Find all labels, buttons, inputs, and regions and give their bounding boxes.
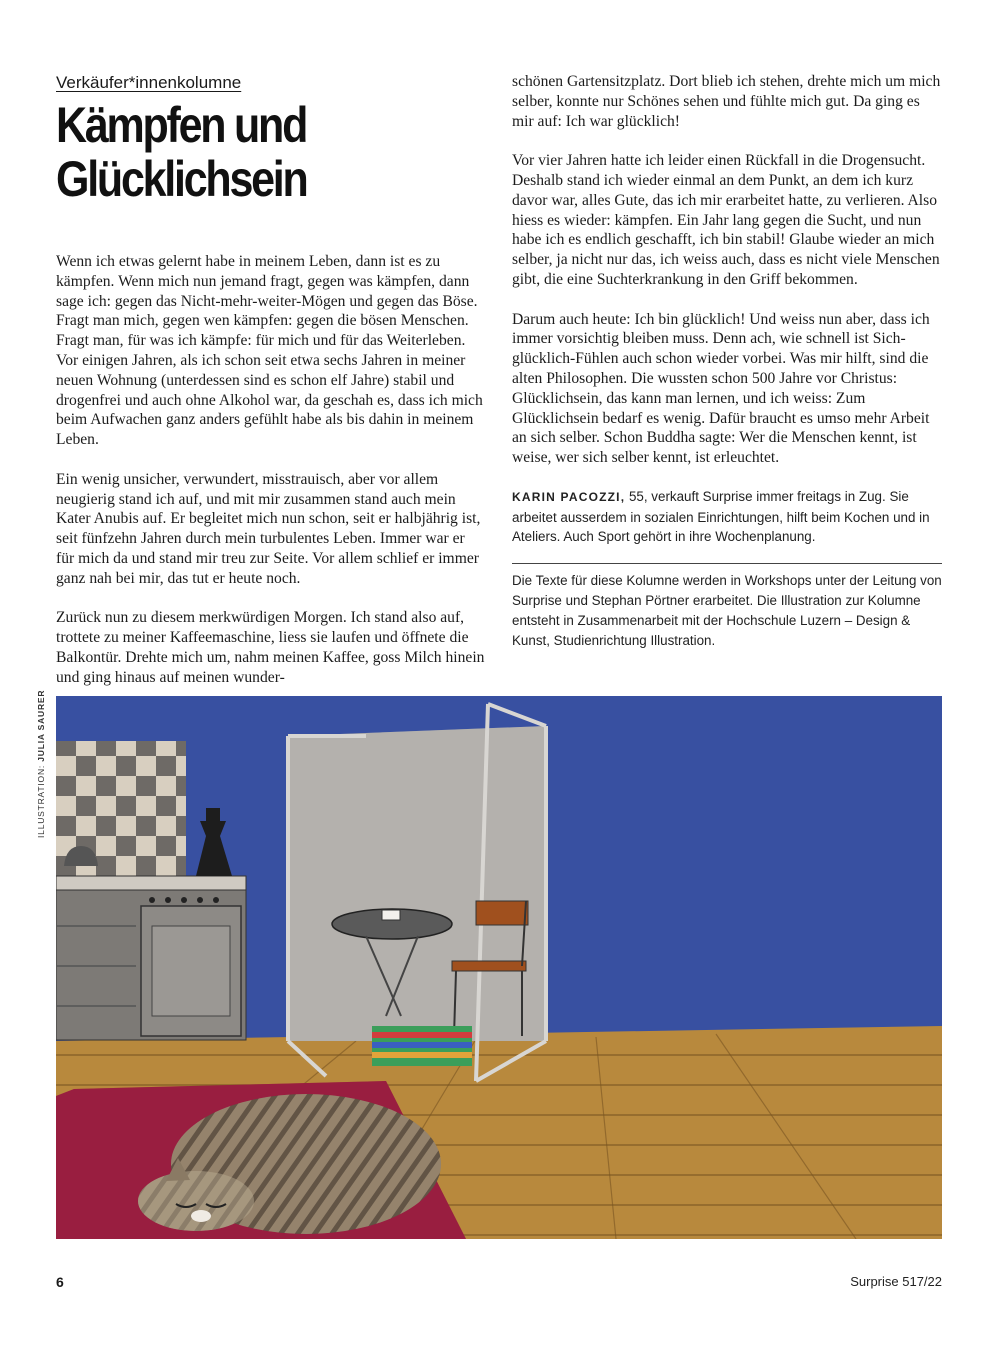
paragraph: Wenn ich etwas gelernt habe in meinem Leben, dann ist es zu kämpfen. Wenn mich nun jemand fragt, gegen was kämpfen, dann sage ich: gegen das Nicht-mehr-weiter-Mögen und gegen das Böse. Fragt man mich, gegen wen kämpfen: gegen die bösen Menschen. Fragt man, für was ich kämpfe: für mich und für das Weiterleben. Vor einigen Jahren, als ich schon seit etwa sechs Jahren in meiner neuen Wohnung (unterdessen sind es schon elf Jahre) stabil und drogenfrei und auch ohne Alkohol war, da geschah es, dass ich mich beim Aufwachen ganz anders gefühlt habe als bis dahin in meinem Leben. <box>56 253 483 449</box>
author-bio <box>512 487 942 547</box>
paragraph: Ein wenig unsicher, verwundert, misstrauisch, aber vor allem neugierig stand ich auf, und mit mir zusammen stand auch mein Kater Anubis auf. Er begleitet mich nun schon, seit er halbjährig ist, seit fünfzehn Jahren durch mein turbulentes Leben. Immer war er für mich da und stand mir treu zur Seite. Vor allem schlief er immer ganz nah bei mir, das tut er heute noch. <box>56 470 481 587</box>
right-body-text <box>512 72 942 468</box>
headline <box>56 98 486 206</box>
divider <box>512 563 942 564</box>
illustration-credit <box>36 689 50 838</box>
left-body-text <box>56 252 486 688</box>
headline-line-1: Kämpfen und <box>56 97 307 153</box>
credit-name: JULIA SAURER <box>36 689 46 762</box>
right-column <box>512 72 942 650</box>
paragraph: Zurück nun zu diesem merkwürdigen Morgen. Ich stand also auf, trottete zu meiner Kaffeemaschine, liess sie laufen und öffnete die Balkontür. Drehte mich um, nahm meinen Kaffee, goss Milch hinein und ging hinaus auf meinen wunder- <box>56 609 485 686</box>
paragraph: schönen Gartensitzplatz. Dort blieb ich stehen, drehte mich um mich selber, konnte nur Schönes sehen und fühlte mich gut. Da ging es mir auf: Ich war glücklich! <box>512 73 941 130</box>
author-name: KARIN PACOZZI, <box>512 489 626 504</box>
paragraph: Vor vier Jahren hatte ich leider einen Rückfall in die Drogensucht. Deshalb stand ich wieder einmal an dem Punkt, an dem ich kurz davor war, alles Gute, das ich mir erarbeitet hatte, zu verlieren. Also hiess es wieder: kämpfen. Ein Jahr lang gegen die Sucht, und nun habe ich es endlich geschafft, ich bin stabil! Glaube wieder an mich selber, ja nicht nur das, ich weiss auch, dass es nicht viele Menschen gibt, die eine Suchterkrankung in den Griff bekommen. <box>512 152 940 288</box>
paragraph: Darum auch heute: Ich bin glücklich! Und weiss nun aber, dass ich immer vorsichtig bleiben muss. Denn ach, wie schnell ist Sich-glücklich-Fühlen auch schon wieder vorbei. Was mir hilft, sind die alten Philosophen. Die wussten schon 500 Jahre vor Christus: Glücklichsein, das kann man lernen, und ich weiss: Zum Glücklichsein bedarf es wenig. Dafür braucht es umso mehr Arbeit an sich selber. Schon Buddha sagte: Wer die Menschen kennt, ist weise, wer sich selber kennt, ist erleuchtet. <box>512 310 930 467</box>
issue-label: Surprise 517/22 <box>850 1274 942 1289</box>
kitchen-counter <box>56 876 246 890</box>
chair-back <box>476 901 528 925</box>
left-column <box>56 72 486 707</box>
coffee-cup <box>382 910 400 920</box>
headline-line-2: Glücklichsein <box>56 151 307 207</box>
column-note: Die Texte für diese Kolumne werden in Workshops unter der Leitung von Surprise und Stephan Pörtner erarbeitet. Die Illustration zur Kolumne entsteht in Zusammenarbeit mit der Hochschule Luzern – Design & Kunst, Studienrichtung Illustration. <box>512 573 942 648</box>
illustration <box>56 696 942 1239</box>
column-rubric: Verkäufer*innenkolumne <box>56 73 242 92</box>
credit-label: ILLUSTRATION: <box>36 761 46 838</box>
doormat <box>372 1026 472 1066</box>
author-bio-text: 55, verkauft Surprise immer freitags in Zug. Sie arbeitet ausserdem in sozialen Einrichtungen, hilft beim Kochen und in Ateliers. Auch Sport gehört in ihre Wochenplanung. <box>512 488 930 545</box>
chair-seat <box>452 961 526 971</box>
illustration-drawing <box>56 696 942 1239</box>
page-number: 6 <box>56 1274 64 1290</box>
